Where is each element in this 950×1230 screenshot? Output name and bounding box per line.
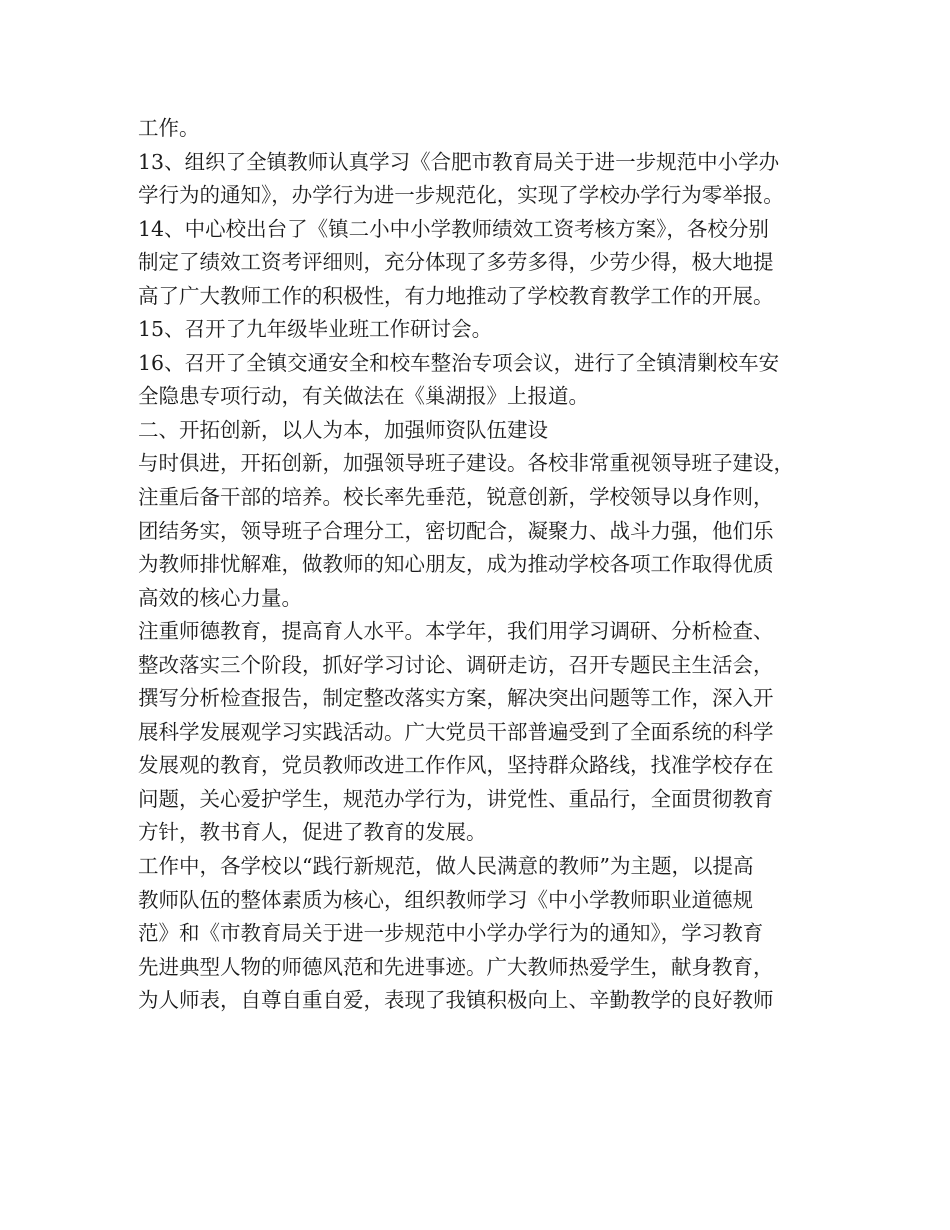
text-line: 工作。 xyxy=(138,116,200,140)
text-line: 范》和《市教育局关于进一步规范中小学办学行为的通知》，学习教育 xyxy=(138,921,764,946)
text-line: 工作中，各学校以“践行新规范，做人民满意的教师”为主题，以提高 xyxy=(138,854,754,879)
text-line: 团结务实，领导班子合理分工，密切配合，凝聚力、战斗力强，他们乐 xyxy=(138,518,774,543)
text-line: 学行为的通知》，办学行为进一步规范化，实现了学校办学行为零举报。 xyxy=(138,183,784,208)
text-line: 展科学发展观学习实践活动。广大党员干部普遍受到了全面系统的科学 xyxy=(138,719,774,744)
text-line: 制定了绩效工资考评细则，充分体现了多劳多得，少劳少得，极大地提 xyxy=(138,250,774,275)
text-line: 注重后备干部的培养。校长率先垂范，锐意创新，学校领导以身作则， xyxy=(138,485,774,510)
text-line: 与时俱进，开拓创新，加强领导班子建设。各校非常重视领导班子建设， xyxy=(138,451,794,476)
text-line: 14、中心校出台了《镇二小中小学教师绩效工资考核方案》，各校分别 xyxy=(138,216,769,241)
text-line: 教师队伍的整体素质为核心，组织教师学习《中小学教师职业道德规 xyxy=(138,887,753,912)
text-line: 16、召开了全镇交通安全和校车整治专项会议，进行了全镇清剿校车安 xyxy=(138,350,780,375)
text-line: 方针，教书育人，促进了教育的发展。 xyxy=(138,820,487,845)
text-line: 全隐患专项行动，有关做法在《巢湖报》上报道。 xyxy=(138,384,589,409)
text-line: 问题，关心爱护学生，规范办学行为，讲党性、重品行，全面贯彻教育 xyxy=(138,786,774,811)
text-line: 高了广大教师工作的积极性，有力地推动了学校教育教学工作的开展。 xyxy=(138,283,774,308)
text-line: 15、召开了九年级毕业班工作研讨会。 xyxy=(138,317,493,342)
text-line: 撰写分析检查报告，制定整改落实方案，解决突出问题等工作，深入开 xyxy=(138,686,774,711)
text-line: 为人师表，自尊自重自爱，表现了我镇积极向上、辛勤教学的良好教师 xyxy=(138,988,774,1013)
text-line: 为教师排忧解难，做教师的知心朋友，成为推动学校各项工作取得优质 xyxy=(138,552,774,577)
text-line: 先进典型人物的师德风范和先进事迹。广大教师热爱学生，献身教育， xyxy=(138,954,774,979)
text-line: 注重师德教育，提高育人水平。本学年，我们用学习调研、分析检查、 xyxy=(138,619,774,644)
text-line: 高效的核心力量。 xyxy=(138,585,302,610)
text-line: 发展观的教育，党员教师改进工作作风，坚持群众路线，找准学校存在 xyxy=(138,753,774,778)
document-body xyxy=(138,112,838,1018)
text-line: 13、组织了全镇教师认真学习《合肥市教育局关于进一步规范中小学办 xyxy=(138,149,780,174)
text-line: 整改落实三个阶段，抓好学习讨论、调研走访，召开专题民主生活会， xyxy=(138,652,774,677)
section-heading: 二、开拓创新，以人为本，加强师资队伍建设 xyxy=(138,417,548,442)
